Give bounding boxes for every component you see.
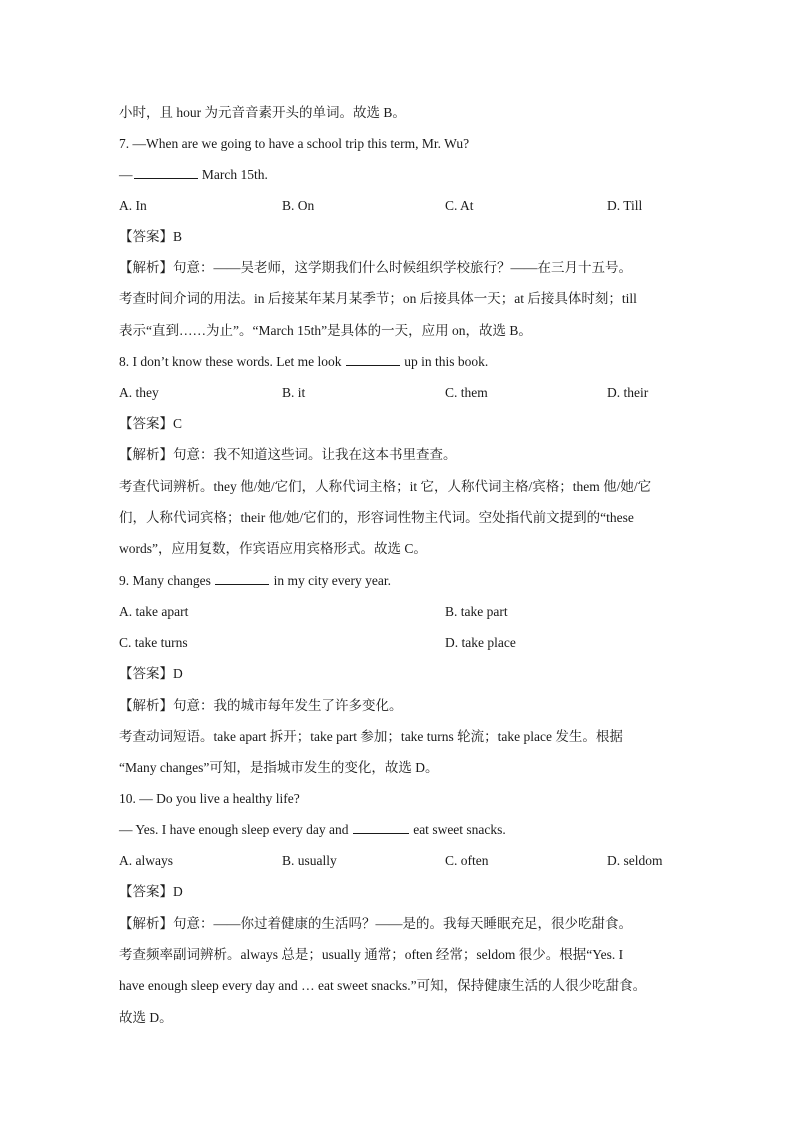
option-d: D. Till (607, 198, 643, 213)
option-b: B. usually (282, 853, 337, 868)
analysis-line: 【解析】句意：——吴老师，这学期我们什么时候组织学校旅行？——在三月十五号。 (119, 260, 632, 275)
analysis-line: 表示“直到……为止”。“March 15th”是具体的一天，应用 on，故选 B。 (119, 323, 532, 338)
analysis-line: words”，应用复数，作宾语应用宾格形式。故选 C。 (119, 541, 427, 556)
option-d: D. their (607, 385, 649, 400)
analysis-line: 们，人称代词宾格；their 他/她/它们的，形容词性物主代词。空处指代前文提到的“these (119, 510, 634, 525)
question-10-text: 10. — Do you live a healthy life? (119, 791, 300, 806)
option-c: C. often (445, 853, 489, 868)
answer-blank (346, 353, 400, 366)
question-7-response (119, 166, 679, 184)
question-10-response-tail: eat sweet snacks. (409, 822, 506, 837)
question-8-text (119, 353, 679, 371)
option-c: C. take turns (119, 635, 188, 650)
answer-label: 【答案】C (119, 416, 183, 431)
answer-label: 【答案】B (119, 229, 183, 244)
analysis-line: 考查频率副词辨析。always 总是；usually 通常；often 经常；seldom 很少。根据“Yes. I (119, 947, 624, 962)
previous-analysis-tail: 小时，且 hour 为元音音素开头的单词。故选 B。 (119, 105, 406, 120)
option-d: D. take place (445, 635, 516, 650)
option-b: B. take part (445, 604, 508, 619)
answer-blank (353, 821, 409, 834)
question-9-lead: 9. Many changes (119, 573, 215, 588)
question-8-lead: 8. I don’t know these words. Let me look (119, 354, 345, 369)
analysis-line: 故选 D。 (119, 1010, 173, 1025)
option-b: B. it (282, 385, 306, 400)
option-b: B. On (282, 198, 315, 213)
question-7-response-tail: March 15th. (198, 167, 268, 182)
analysis-line: 【解析】句意：我的城市每年发生了许多变化。 (119, 698, 403, 713)
analysis-line: have enough sleep every day and … eat sweet snacks.”可知，保持健康生活的人很少吃甜食。 (119, 978, 647, 993)
dash: — (119, 167, 133, 182)
option-a: A. In (119, 198, 147, 213)
option-a: A. take apart (119, 604, 189, 619)
analysis-line: 考查时间介词的用法。in 后接某年某月某季节；on 后接具体一天；at 后接具体时刻；till (119, 291, 637, 306)
option-c: C. them (445, 385, 488, 400)
question-7-text: 7. —When are we going to have a school trip this term, Mr. Wu? (119, 136, 470, 151)
analysis-line: 【解析】句意：——你过着健康的生活吗？——是的。我每天睡眠充足，很少吃甜食。 (119, 916, 632, 931)
question-10-response-lead: — Yes. I have enough sleep every day and (119, 822, 352, 837)
option-c: C. At (445, 198, 474, 213)
question-10-response (119, 821, 679, 839)
analysis-line: 【解析】句意：我不知道这些词。让我在这本书里查查。 (119, 447, 457, 462)
analysis-line: 考查动词短语。take apart 拆开；take part 参加；take turns 轮流；take place 发生。根据 (119, 729, 623, 744)
answer-blank (215, 572, 269, 585)
analysis-line: “Many changes”可知，是指城市发生的变化，故选 D。 (119, 760, 439, 775)
question-9-tail: in my city every year. (270, 573, 391, 588)
option-a: A. they (119, 385, 159, 400)
answer-label: 【答案】D (119, 666, 183, 681)
question-8-tail: up in this book. (400, 354, 489, 369)
option-d: D. seldom (607, 853, 663, 868)
answer-blank (134, 166, 198, 179)
option-a: A. always (119, 853, 173, 868)
answer-label: 【答案】D (119, 884, 183, 899)
analysis-line: 考查代词辨析。they 他/她/它们，人称代词主格；it 它，人称代词主格/宾格；them 他/她/它 (119, 479, 652, 494)
question-9-text (119, 572, 679, 590)
